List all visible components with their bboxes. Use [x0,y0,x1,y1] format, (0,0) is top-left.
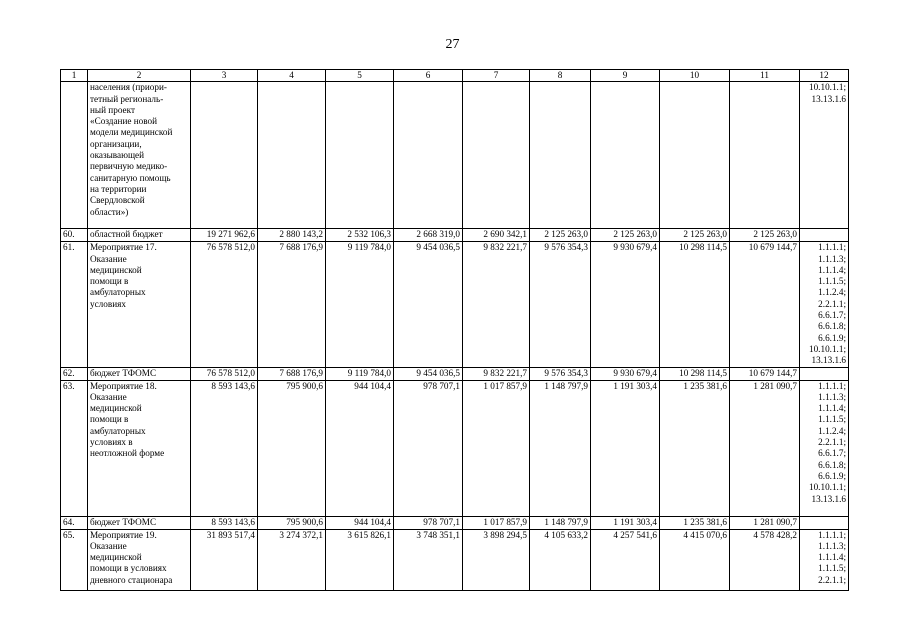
target-ref: 13.13.1.6 [811,355,846,366]
value-cell: 10 298 114,5 [660,367,730,380]
target-ref: 1.1.1.1; [818,242,846,253]
value-cell: 10 679 144,7 [730,367,800,380]
value-cell: 7 688 176,9 [258,367,326,380]
value-cell: 10 298 114,5 [660,242,730,367]
row-name-line: первичную медико- [90,161,168,172]
row-name-line: санитарную помощь [90,172,171,183]
row-name-line: амбулаторных [90,287,146,298]
target-ref: 1.1.1.4; [818,552,846,563]
value-cell: 4 578 428,2 [730,529,800,590]
row-name [88,367,191,380]
target-ref: 6.6.1.8; [818,321,846,332]
value-cell: 1 281 090,7 [730,380,800,516]
row-name-line: ный проект [90,104,135,115]
value-cell: 9 454 036,5 [394,242,463,367]
row-name-line: бюджет ТФОМС [90,516,157,527]
value-cell: 2 668 319,0 [394,229,463,242]
row-number: 64. [61,516,88,529]
value-cell: 2 125 263,0 [530,229,591,242]
value-cell [258,82,326,229]
value-cell: 1 191 303,4 [591,516,660,529]
value-cell: 978 707,1 [394,380,463,516]
value-cell: 8 593 143,6 [191,516,258,529]
page-number: 27 [445,37,460,52]
value-cell [591,82,660,229]
value-cell: 795 900,6 [258,380,326,516]
row-name-line: бюджет ТФОМС [90,367,157,378]
value-cell: 7 688 176,9 [258,242,326,367]
table-row [61,516,849,529]
table-row [61,82,849,229]
row-name [88,380,191,516]
column-header: 1 [61,70,88,82]
value-cell: 19 271 962,6 [191,229,258,242]
row-name-line: модели медицинской [90,127,173,138]
target-refs [800,380,849,516]
value-cell: 2 690 342,1 [463,229,530,242]
table-row [61,367,849,380]
target-refs [800,516,849,529]
target-ref: 6.6.1.9; [818,470,846,481]
row-number [61,82,88,229]
value-cell: 2 125 263,0 [591,229,660,242]
target-ref: 10.10.1.1; [808,482,846,493]
value-cell: 3 748 351,1 [394,529,463,590]
row-name-line: медицинской [90,403,142,414]
row-name-line: помощи в [90,276,129,287]
target-ref: 1.1.1.3; [818,540,846,551]
row-name-line: Мероприятие 19. [90,529,157,540]
value-cell: 9 576 354,3 [530,367,591,380]
table-row [61,529,849,590]
value-cell: 1 235 381,6 [660,516,730,529]
column-header: 11 [730,70,800,82]
value-cell: 8 593 143,6 [191,380,258,516]
row-number: 61. [61,242,88,367]
row-name-line: неотложной форме [90,448,165,459]
value-cell: 9 832 221,7 [463,367,530,380]
value-cell: 1 017 857,9 [463,516,530,529]
row-name-line: тетный региональ- [90,93,164,104]
column-header: 9 [591,70,660,82]
value-cell: 1 191 303,4 [591,380,660,516]
target-refs [800,367,849,380]
target-ref: 2.2.1.1; [818,298,846,309]
value-cell: 2 125 263,0 [730,229,800,242]
value-cell: 4 105 633,2 [530,529,591,590]
target-ref: 2.2.1.1; [818,574,846,585]
value-cell [660,82,730,229]
row-name-line: Мероприятие 17. [90,242,157,253]
value-cell [463,82,530,229]
value-cell: 944 104,4 [326,380,394,516]
row-number: 60. [61,229,88,242]
value-cell: 4 257 541,6 [591,529,660,590]
value-cell: 9 930 679,4 [591,367,660,380]
column-header: 8 [530,70,591,82]
row-name-line: амбулаторных [90,425,146,436]
value-cell: 795 900,6 [258,516,326,529]
value-cell: 9 930 679,4 [591,242,660,367]
value-cell: 3 274 372,1 [258,529,326,590]
value-cell: 1 148 797,9 [530,516,591,529]
row-name-line: дневного стационара [90,574,173,585]
value-cell: 9 576 354,3 [530,242,591,367]
target-ref: 10.10.1.1; [808,82,846,93]
value-cell: 9 832 221,7 [463,242,530,367]
target-ref: 1.1.1.1; [818,380,846,391]
target-ref: 13.13.1.6 [811,493,846,504]
target-ref: 1.1.1.3; [818,391,846,402]
row-name-line: областной бюджет [90,229,163,240]
target-ref: 2.2.1.1; [818,437,846,448]
row-name-line: помощи в [90,414,129,425]
target-ref: 1.1.1.5; [818,276,846,287]
target-ref: 1.1.1.5; [818,563,846,574]
value-cell [394,82,463,229]
value-cell: 1 235 381,6 [660,380,730,516]
column-header: 2 [88,70,191,82]
row-name-line: оказывающей [90,150,145,161]
value-cell [730,82,800,229]
column-number-row [61,70,849,82]
table-row [61,242,849,367]
row-name-line: Оказание [90,540,127,551]
target-ref: 6.6.1.7; [818,310,846,321]
row-name-line: «Создание новой [90,116,158,127]
row-name [88,242,191,367]
row-name-line: условиях [90,298,126,309]
target-ref: 13.13.1.6 [811,93,846,104]
target-ref: 10.10.1.1; [808,343,846,354]
row-name-line: Мероприятие 18. [90,380,157,391]
value-cell: 76 578 512,0 [191,242,258,367]
column-header: 3 [191,70,258,82]
value-cell: 9 119 784,0 [326,242,394,367]
value-cell: 1 148 797,9 [530,380,591,516]
program-table [60,69,849,591]
row-number: 63. [61,380,88,516]
target-ref: 6.6.1.9; [818,332,846,343]
row-name-line: помощи в условиях [90,563,167,574]
row-name-line: области») [90,206,129,217]
value-cell: 1 017 857,9 [463,380,530,516]
column-header: 12 [800,70,849,82]
row-name-line: условиях в [90,437,133,448]
value-cell: 2 532 106,3 [326,229,394,242]
value-cell [530,82,591,229]
table-row [61,229,849,242]
value-cell: 9 454 036,5 [394,367,463,380]
row-name-line: Оказание [90,391,127,402]
value-cell: 10 679 144,7 [730,242,800,367]
row-name-line: медицинской [90,264,142,275]
value-cell [326,82,394,229]
row-number: 65. [61,529,88,590]
value-cell: 3 615 826,1 [326,529,394,590]
value-cell: 944 104,4 [326,516,394,529]
value-cell: 4 415 070,6 [660,529,730,590]
value-cell: 2 880 143,2 [258,229,326,242]
value-cell [191,82,258,229]
target-ref: 1.1.1.5; [818,414,846,425]
value-cell: 978 707,1 [394,516,463,529]
target-refs [800,529,849,590]
row-name-line: Свердловской [90,195,145,206]
value-cell: 1 281 090,7 [730,516,800,529]
row-number: 62. [61,367,88,380]
value-cell: 76 578 512,0 [191,367,258,380]
target-ref: 1.1.1.1; [818,529,846,540]
row-name-line: Оказание [90,253,127,264]
target-refs [800,82,849,229]
table-row [61,380,849,516]
value-cell: 3 898 294,5 [463,529,530,590]
value-cell: 9 119 784,0 [326,367,394,380]
row-name [88,229,191,242]
row-name-line: на территории [90,183,147,194]
target-refs [800,229,849,242]
column-header: 4 [258,70,326,82]
column-header: 5 [326,70,394,82]
row-name-line: организации, [90,138,142,149]
value-cell: 31 893 517,4 [191,529,258,590]
row-name [88,516,191,529]
target-refs [800,242,849,367]
row-name [88,529,191,590]
table-body [61,82,849,590]
target-ref: 1.1.2.4; [818,287,846,298]
value-cell: 2 125 263,0 [660,229,730,242]
target-ref: 1.1.2.4; [818,425,846,436]
target-ref: 1.1.1.3; [818,253,846,264]
column-header: 7 [463,70,530,82]
row-name-line: медицинской [90,552,142,563]
target-ref: 1.1.1.4; [818,264,846,275]
column-header: 10 [660,70,730,82]
column-header: 6 [394,70,463,82]
target-ref: 1.1.1.4; [818,403,846,414]
row-name-line: населения (приори- [90,82,167,93]
row-name [88,82,191,229]
target-ref: 6.6.1.8; [818,459,846,470]
target-ref: 6.6.1.7; [818,448,846,459]
